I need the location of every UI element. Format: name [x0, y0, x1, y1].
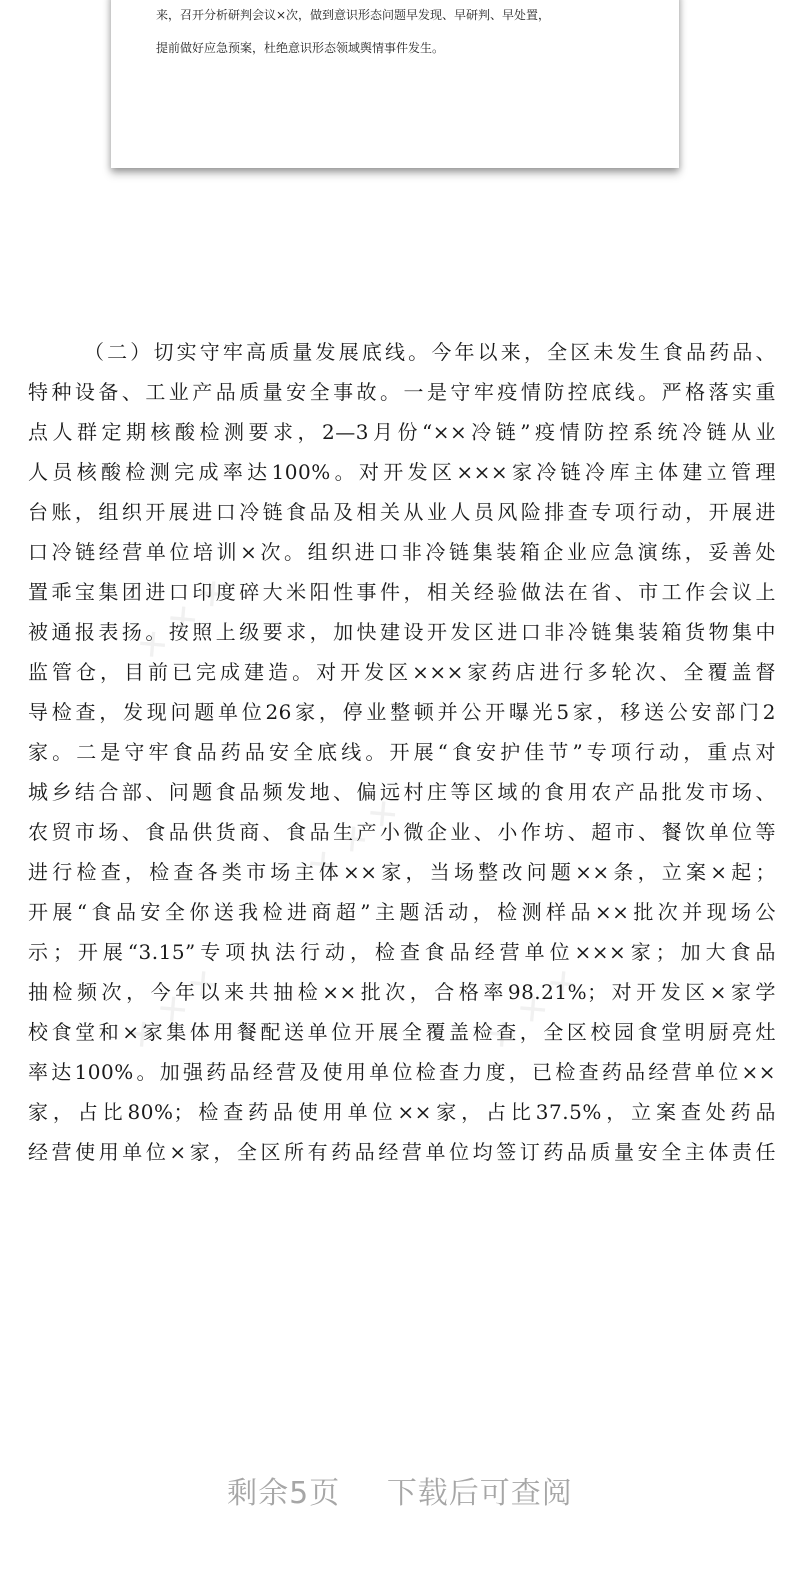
paragraph-line: 监管仓，目前已完成建造。对开发区×××家药店进行多轮次、全覆盖督: [28, 660, 776, 684]
paragraph-line: 示；开展“3.15”专项执法行动，检查食品经营单位×××家；加大食品: [28, 940, 776, 964]
paragraph-line: 进行检查，检查各类市场主体××家，当场整改问题××条，立案×起；: [28, 860, 776, 884]
watermark: ✕ ✕ ✕: [129, 570, 238, 670]
paragraph-line: 置乖宝集团进口印度碎大米阳性事件，相关经验做法在省、市工作会议上: [28, 580, 776, 604]
paragraph-line: 农贸市场、食品供货商、食品生产小微企业、小作坊、超市、餐饮单位等: [28, 820, 776, 844]
paragraph-line: （二）切实守牢高质量发展底线。今年以来，全区未发生食品药品、: [84, 340, 776, 364]
download-hint-label: 下载后可查阅: [386, 1476, 573, 1511]
paragraph-line: 开展“食品安全你送我检进商超”主题活动，检测样品××批次并现场公: [28, 900, 776, 924]
paragraph-line: 口冷链经营单位培训×次。组织进口非冷链集装箱企业应急演练，妥善处: [28, 540, 776, 564]
paragraph-line: 抽检频次，今年以来共抽检××批次，合格率98.21%；对开发区×家学: [28, 980, 776, 1004]
paragraph-line: 导检查，发现问题单位26家，停业整顿并公开曝光5家，移送公安部门2: [28, 700, 776, 724]
download-prompt[interactable]: [0, 1468, 800, 1512]
previous-page-line: 提前做好应急预案，杜绝意识形态领域舆情事件发生。: [156, 41, 445, 55]
watermark: ✕ ✕ ✕: [479, 960, 588, 1060]
paragraph-line: 特种设备、工业产品质量安全事故。一是守牢疫情防控底线。严格落实重: [28, 380, 776, 404]
paragraph-line: 人员核酸检测完成率达100%。对开发区×××家冷链冷库主体建立管理: [28, 460, 776, 484]
paragraph-line: 被通报表扬。按照上级要求，加快建设开发区进口非冷链集装箱货物集中: [28, 620, 776, 644]
paragraph-line: 台账，组织开展进口冷链食品及相关从业人员风险排查专项行动，开展进: [28, 500, 776, 524]
remaining-pages-label: 剩余5页: [227, 1476, 341, 1511]
previous-page-line: 来，召开分析研判会议×次，做到意识形态问题早发现、早研判、早处置，: [156, 8, 551, 22]
watermark: ✕ ✕ ✕: [119, 960, 228, 1060]
paragraph-line: 城乡结合部、问题食品频发地、偏远村庄等区域的食用农产品批发市场、: [28, 780, 776, 804]
previous-page-card: [111, 0, 679, 168]
paragraph-line: 点人群定期核酸检测要求，2—3月份“××冷链”疫情防控系统冷链从业: [28, 420, 776, 444]
paragraph-line: 家，占比80%；检查药品使用单位××家，占比37.5%，立案查处药品: [28, 1100, 776, 1124]
paragraph-line: 校食堂和×家集体用餐配送单位开展全覆盖检查，全区校园食堂明厨亮灶: [28, 1020, 776, 1044]
paragraph-line: 家。二是守牢食品药品安全底线。开展“食安护佳节”专项行动，重点对: [28, 740, 776, 764]
watermark: ✕ ✕ ✕: [299, 790, 408, 890]
paragraph-line: 经营使用单位×家，全区所有药品经营单位均签订药品质量安全主体责任: [28, 1140, 776, 1164]
document-body: [28, 332, 776, 1172]
paragraph-line: 率达100%。加强药品经营及使用单位检查力度，已检查药品经营单位××: [28, 1060, 776, 1084]
